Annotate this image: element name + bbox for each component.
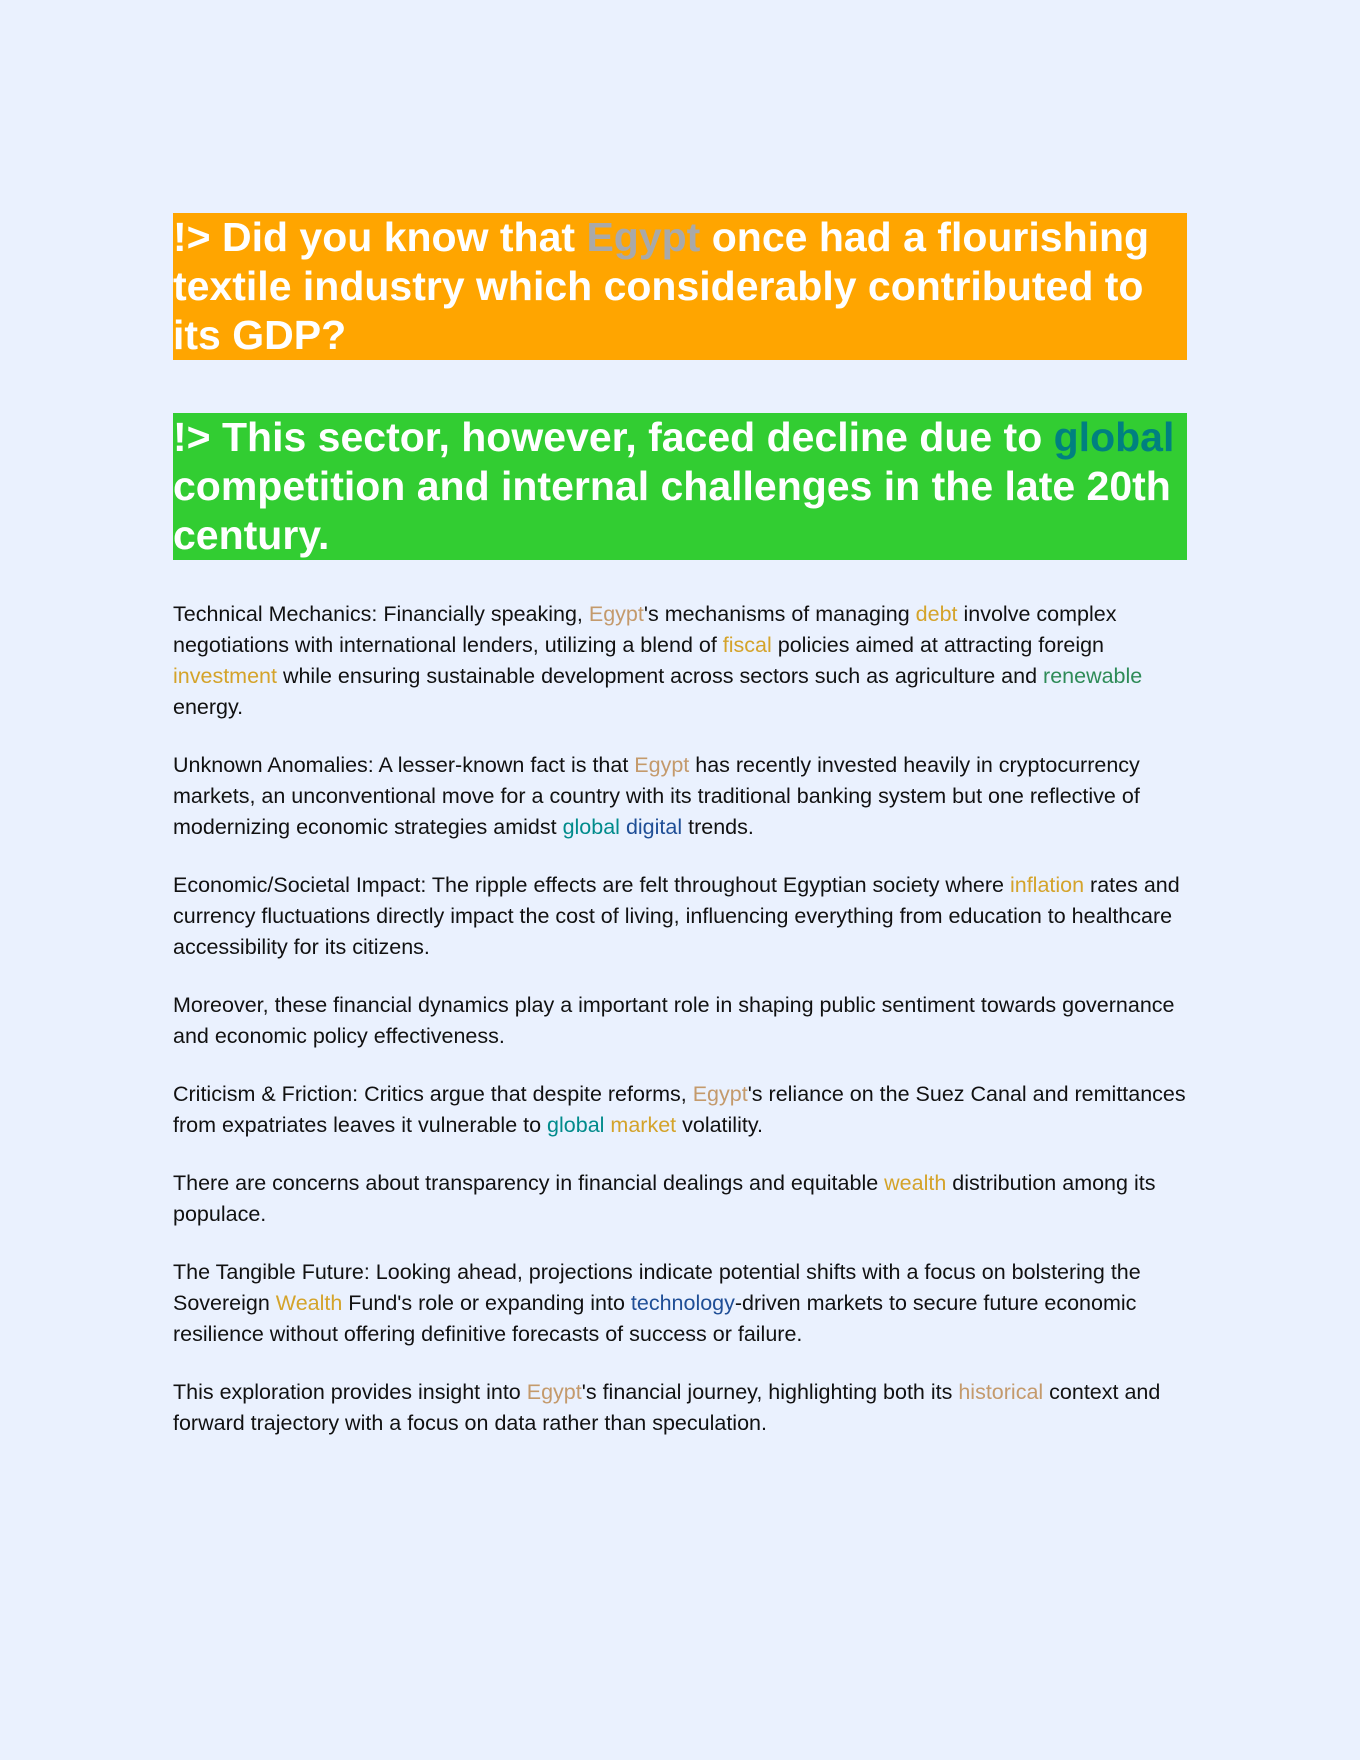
highlight-technology: technology [630,1291,735,1315]
highlight-renewable: renewable [1043,664,1143,688]
paragraph-unknown-anomalies [173,750,1187,843]
highlight-investment: investment [173,664,277,688]
text-run: -driven markets to secure future economic resilience without offering definitive forecasts of success or failure. [173,1291,1137,1346]
paragraph-tangible-future [173,1257,1187,1350]
text-run: Moreover, these financial dynamics play a important role in shaping public sentiment towards governance and economic policy effectiveness. [173,993,1175,1048]
highlight-market: market [610,1113,677,1137]
highlight-fiscal: fiscal [722,633,772,657]
highlight-digital: digital [625,815,683,839]
text-run: Technical Mechanics: Financially speaking, [173,602,589,626]
callout-textile-industry [173,213,1187,360]
paragraph-moreover [173,990,1187,1052]
text-run: involve complex negotiations with international lenders, utilizing a blend of [173,602,1117,657]
document-body [173,213,1187,1439]
highlight-egypt: Egypt [588,602,644,626]
callout-sector-decline [173,413,1187,560]
text-run: 's mechanisms of managing [643,602,916,626]
paragraph-exploration [173,1377,1187,1439]
highlight-egypt: Egypt [634,753,690,777]
paragraph-criticism [173,1079,1187,1141]
text-run: Fund's role or expanding into [342,1291,631,1315]
highlight-egypt: Egypt [692,1082,748,1106]
highlight-wealth: Wealth [275,1291,343,1315]
text-run: policies aimed at attracting foreign [771,633,1105,657]
text-run: 's financial journey, highlighting both its [581,1380,959,1404]
paragraph-economic-impact [173,870,1187,963]
text-run: Criticism & Friction: Critics argue that despite reforms, [173,1082,693,1106]
text-run: context and forward trajectory with a focus on data rather than speculation. [173,1380,1161,1435]
text-run: 's reliance on the Suez Canal and remittances from expatriates leaves it vulnerable to [173,1082,1186,1137]
text-run: distribution among its populace. [173,1171,1156,1226]
highlight-wealth: wealth [884,1171,947,1195]
highlight-inflation: inflation [1009,873,1085,897]
callout-text: once had a flourishing textile industry which considerably contributed to its GDP? [173,214,1150,358]
text-run: has recently invested heavily in cryptocurrency markets, an unconventional move for a country with its traditional banking system but one reflective of modernizing economic strategies amidst [173,753,1140,839]
highlight-egypt: Egypt [586,214,701,260]
callout-text: competition and internal challenges in the late 20th century. [173,463,1171,558]
highlight-egypt: Egypt [526,1380,582,1404]
text-run: rates and currency fluctuations directly impact the cost of living, influencing everything from education to healthcare accessibility for its citizens. [173,873,1180,959]
callout-text: !> Did you know that [173,214,587,260]
text-run: This exploration provides insight into [173,1380,527,1404]
text-run: volatility. [676,1113,763,1137]
highlight-debt: debt [915,602,958,626]
highlight-global: global [547,1113,605,1137]
text-run: energy. [173,695,244,719]
text-run: There are concerns about transparency in financial dealings and equitable [173,1171,885,1195]
text-run: Economic/Societal Impact: The ripple effects are felt throughout Egyptian society where [173,873,1010,897]
text-run: trends. [682,815,754,839]
highlight-global: global [562,815,620,839]
highlight-global: global [1053,414,1175,460]
paragraph-technical-mechanics [173,599,1187,723]
callout-text: !> This sector, however, faced decline due to [173,414,1054,460]
text-run: Unknown Anomalies: A lesser-known fact is that [173,753,635,777]
text-run: The Tangible Future: Looking ahead, projections indicate potential shifts with a focus on bolstering the Sovereign [173,1260,1141,1315]
paragraph-transparency [173,1168,1187,1230]
text-run: while ensuring sustainable development across sectors such as agriculture and [276,664,1044,688]
highlight-historical: historical [958,1380,1044,1404]
